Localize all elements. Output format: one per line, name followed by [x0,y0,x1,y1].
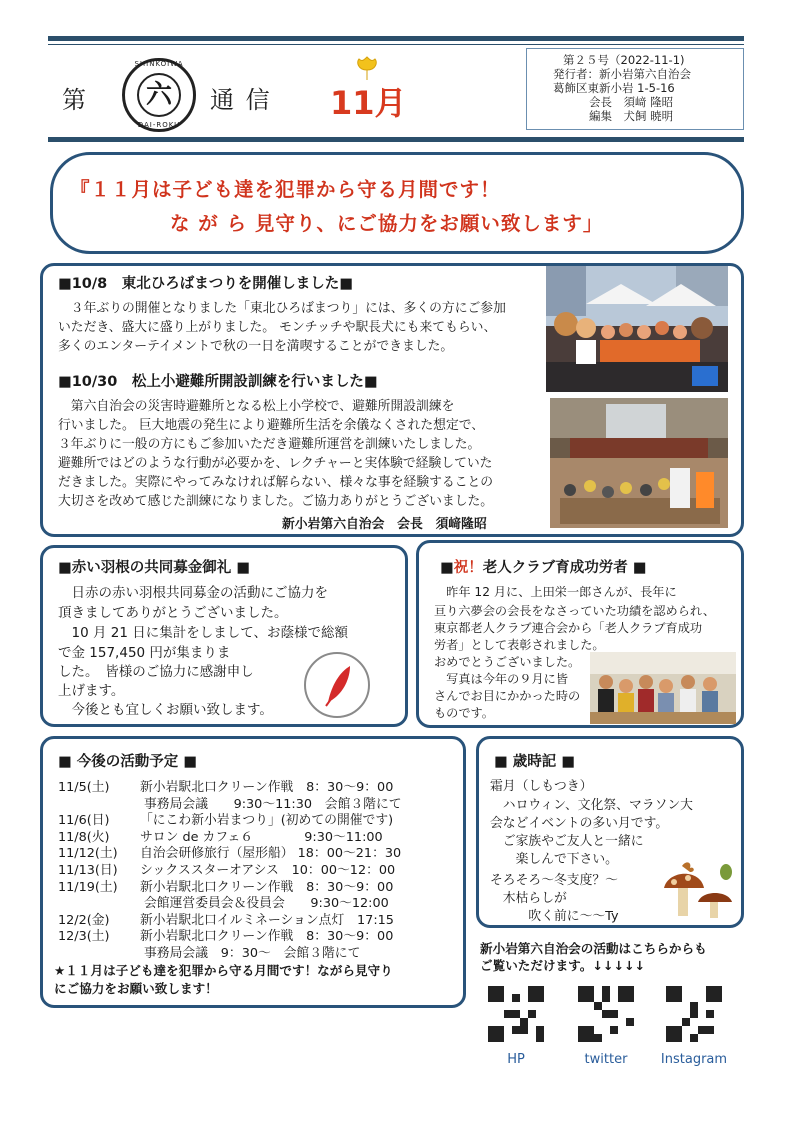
senior-club-line-7: さんでお目にかかった時の [434,689,581,703]
instagram-qr-code[interactable] [666,986,722,1042]
festival-line-2: いただき、盛大に盛り上がりました。 モンチッチや駅長犬にも来てもらい、 [58,320,497,335]
seasonal-line-2: ハロウィン、文化祭、マラソン大 [490,798,693,813]
editor: 編集 犬飼 暁明 [589,109,674,123]
schedule-date: 11/5(土) [58,780,110,795]
seal-bottom-text: DAI-ROKU [137,121,181,129]
section1-signature: 新小岩第六自治会 会長 須﨑隆昭 [282,517,487,532]
schedule-date: 11/6(日) [58,813,110,829]
schedule-date: 12/2(金) [58,912,110,928]
twitter-link-label[interactable]: twitter [584,1052,628,1067]
masthead-top-rule-thin [48,44,744,45]
issue-info-box [526,48,744,130]
schedule-date: 11/13(日) [58,863,118,878]
seasonal-line-3: 会などイベントの多い月です。 [490,816,669,831]
drill-line-3: ３年ぶりに一般の方にもご参加いただき避難所運営を訓練いたしました。 [58,437,481,452]
drill-line-2: 行いました。 巨大地震の発生により避難所生活を余儀なくされた想定で、 [58,418,485,433]
senior-club-photo [590,652,736,724]
seasonal-line-4: ご家族やご友人と一緒に [490,834,644,849]
schedule-event: 新小岩駅北口クリーン作戦 8：30～9：00 [140,879,394,895]
drill-line-4: 避難所ではどのような行動が必要かを、レクチャーと実体験で経験していた [58,456,493,471]
senior-club-line-3: 東京都老人クラブ連合会から「老人クラブ育成功 [434,621,703,635]
footer-line-1: 新小岩第六自治会の活動はこちらからも [480,941,707,956]
seasonal-line-6: そろそろ～冬支度？～ [490,873,618,888]
red-feather-line-2: 頂きましてありがとうございました。 [58,605,288,621]
red-feather-line-1: 日赤の赤い羽根共同募金の活動にご協力を [58,585,328,601]
seasonal-line-5: 楽しんで下さい。 [490,852,618,867]
schedule-event: 新小岩駅北口クリーン作戦 8：30～9：00 [140,780,394,795]
issue-number: 第２５号（2022-11-1) [563,53,685,67]
heading-mark: ■ [440,560,454,576]
chairperson: 会長 須﨑 隆昭 [589,95,674,109]
seasonal-line-7: 木枯らしが [490,891,567,906]
red-feather-heading: ■赤い羽根の共同募金御礼 ■ [58,560,250,576]
schedule-date: 11/12(土) [58,846,118,862]
instagram-link-label[interactable]: Instagram [660,1052,728,1067]
schedule-event: 新小岩駅北口イルミネーション点灯 17:15 [140,912,394,928]
schedule-event: 事務局会議 9:30～11:30 会館３階にて [144,796,402,812]
festival-photo [546,266,728,392]
drill-heading: ■10/30 松上小避難所開設訓練を行いました■ [58,374,378,390]
evacuation-drill-photo [550,398,728,528]
red-feather-logo [304,652,370,718]
hp-link-label[interactable]: HP [507,1052,525,1067]
senior-club-line-5: おめでとうございました。 [434,655,581,669]
newsletter-title-left: 第 [62,86,88,114]
publisher: 発行者：新小岩第六自治会 [553,67,691,81]
schedule-event: 「にこわ新小岩まつり」(初めての開催です) [140,813,394,829]
schedule-date: 12/3(土) [58,929,110,945]
red-feather-line-3: 10 月 21 日に集計をしまして、お蔭様で総額 [58,625,348,641]
schedule-event: 事務局会議 9：30～ 会館３階にて [144,946,361,961]
festival-line-1: ３年ぶりの開催となりました「東北ひろばまつり」には、多くの方にご参加 [58,301,506,316]
schedule-event: 会館運営委員会＆役員会 9:30～12:00 [144,896,389,912]
red-feather-line-5: した。 皆様のご協力に感謝申し [58,664,254,680]
red-feather-line-4: で金 157,450 円が集まりま [58,645,231,661]
seasonal-line-8: 吹く前に～～Ty [490,909,619,924]
festival-line-3: 多くのエンターテイメントで秋の一日を満喫することができました。 [58,339,454,354]
banner-line-2: な が ら 見守り、にご協力をお願い致します」 [170,212,604,235]
schedule-event: シックススターオアシス 10：00～12：00 [140,863,396,878]
seal-top-text: SHINKOIWA [134,60,184,68]
hp-qr-code[interactable] [488,986,544,1042]
schedule-note-line-1: ★１１月は子ども達を犯罪から守る月間です！ながら見守り [54,963,393,978]
senior-club-line-6: 写真は今年の９月に皆 [434,672,569,686]
issue-month: 11月 [330,84,407,122]
festival-heading: ■10/8 東北ひろばまつりを開催しました■ [58,276,353,292]
twitter-qr-code[interactable] [578,986,634,1042]
senior-club-line-1: 昨年 12 月に、上田栄一郎さんが、長年に [434,585,677,599]
footer-line-2: ご覧いただけます。↓↓↓↓↓ [480,958,646,973]
senior-club-line-8: ものです。 [434,706,494,720]
seal-center-character: 六 [137,73,181,117]
newsletter-title-right: 通 信 [210,86,272,114]
schedule-note-line-2: にご協力をお願い致します！ [54,981,218,996]
masthead-bottom-rule [48,137,744,142]
schedule-event: 自治会研修旅行（屋形船） 18：00～21：30 [140,846,402,862]
heading-celebration: 祝！ [453,560,483,576]
mushroom-icon [660,858,736,922]
seasonal-notes-heading: ■ 歳時記 ■ [494,754,575,770]
shinkoiwa-seal-logo [122,58,196,132]
red-feather-line-6: 上げます。 [58,683,125,699]
banner-line-1: 『１１月は子ども達を犯罪から守る月間です！ [70,178,501,201]
red-feather-line-7: 今後とも宜しくお願い致します。 [58,702,273,718]
seasonal-line-1: 霜月（しもつき） [490,779,593,794]
senior-club-line-2: 亘り六夢会の会長をなさっていた功績を認められ、 [434,604,716,618]
publisher-address: 葛飾区東新小岩 1-5-16 [553,81,675,95]
upcoming-activities-heading: ■ 今後の活動予定 ■ [58,754,197,770]
campaign-banner [50,152,744,254]
schedule-date: 11/8(火) [58,829,110,845]
senior-club-heading [440,556,646,577]
senior-club-line-4: 労者」として表彰されました。 [434,638,605,652]
heading-text: 老人クラブ育成功労者 ■ [482,560,647,576]
drill-line-6: 大切さを改めて感じた訓練になりました。ご協力ありがとうございました。 [58,494,494,509]
schedule-event: サロン de カフェ６ 9:30～11:00 [140,829,383,845]
drill-line-5: だきました。実際にやってみなければ解らない、様々な事を経験することの [58,475,494,490]
schedule-date: 11/19(土) [58,879,118,895]
schedule-event: 新小岩駅北口クリーン作戦 8：30～9：00 [140,929,394,945]
masthead-top-rule [48,36,744,41]
drill-line-1: 第六自治会の災害時避難所となる松上小学校で、避難所開設訓練を [58,399,455,414]
